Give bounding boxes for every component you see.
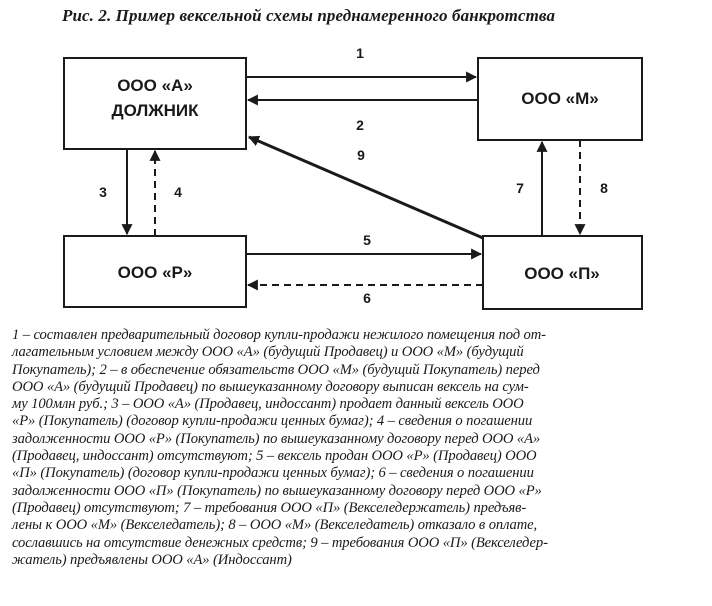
caption-line: му 100млн руб.; 3 – ООО «А» (Продавец, индоссант) продает данный вексель ООО [12,396,524,413]
figure-caption [12,327,704,569]
arrow-8-label: 8 [600,180,608,196]
arrow-5-label: 5 [363,232,371,248]
arrow-6-label: 6 [363,290,371,306]
caption-line: сославшись на отсутствие денежных средств; 9 – требования ООО «П» (Векселедер- [12,534,548,551]
caption-line: задолженности ООО «Р» (Покупатель) по вышеуказанному договору перед ООО «А» [12,430,541,447]
arrow-2-label: 2 [356,117,364,133]
caption-line: лены к ООО «М» (Векселедатель); 8 – ООО «М» (Векселедатель) отказало в оплате, [12,517,538,534]
caption-line: «П» (Покупатель) (договор купли-продажи ценных бумаг); 6 – сведения о погашении [12,465,534,482]
node-p-label: ООО «П» [524,264,600,283]
caption-line: (Продавец, индоссант) отсутствуют; 5 – вексель продан ООО «Р» (Продавец) ООО [12,448,537,465]
arrow-9-label: 9 [357,147,365,163]
caption-line: «Р» (Покупатель) (договор купли-продажи ценных бумаг); 4 – сведения о погашении [12,413,533,430]
node-m-label: ООО «М» [521,89,599,108]
node-a-label-line1: ООО «А» [117,76,193,95]
caption-line: 1 – составлен предварительный договор купли-продажи нежилого помещения под от- [12,327,546,343]
arrow-1-label: 1 [356,45,364,61]
arrow-7-label: 7 [516,180,524,196]
caption-line: ООО «А» (будущий Продавец) по вышеуказанному договору выписан вексель на сум- [12,378,529,395]
node-a-label-line2: ДОЛЖНИК [111,101,199,120]
node-r-label: ООО «Р» [117,263,193,282]
caption-line: Покупатель); 2 – в обеспечение обязательств ООО «М» (будущий Покупатель) перед [12,361,540,378]
caption-line: задолженности ООО «П» (Покупатель) по вышеуказанному договору перед ООО «Р» [12,482,542,499]
caption-line: лагательным условием между ООО «А» (будущий Продавец) и ООО «М» (будущий [12,344,524,361]
figure-title: Рис. 2. Пример вексельной схемы преднамеренного банкротства [62,6,556,25]
arrow-4-label: 4 [174,184,182,200]
caption-line: жатель) предъявлены ООО «А» (Индоссант) [12,551,292,568]
arrow-9 [249,137,483,238]
arrow-3-label: 3 [99,184,107,200]
caption-line: (Продавец) отсутствуют; 7 – требования ООО «П» (Векселедержатель) предъяв- [12,499,527,516]
